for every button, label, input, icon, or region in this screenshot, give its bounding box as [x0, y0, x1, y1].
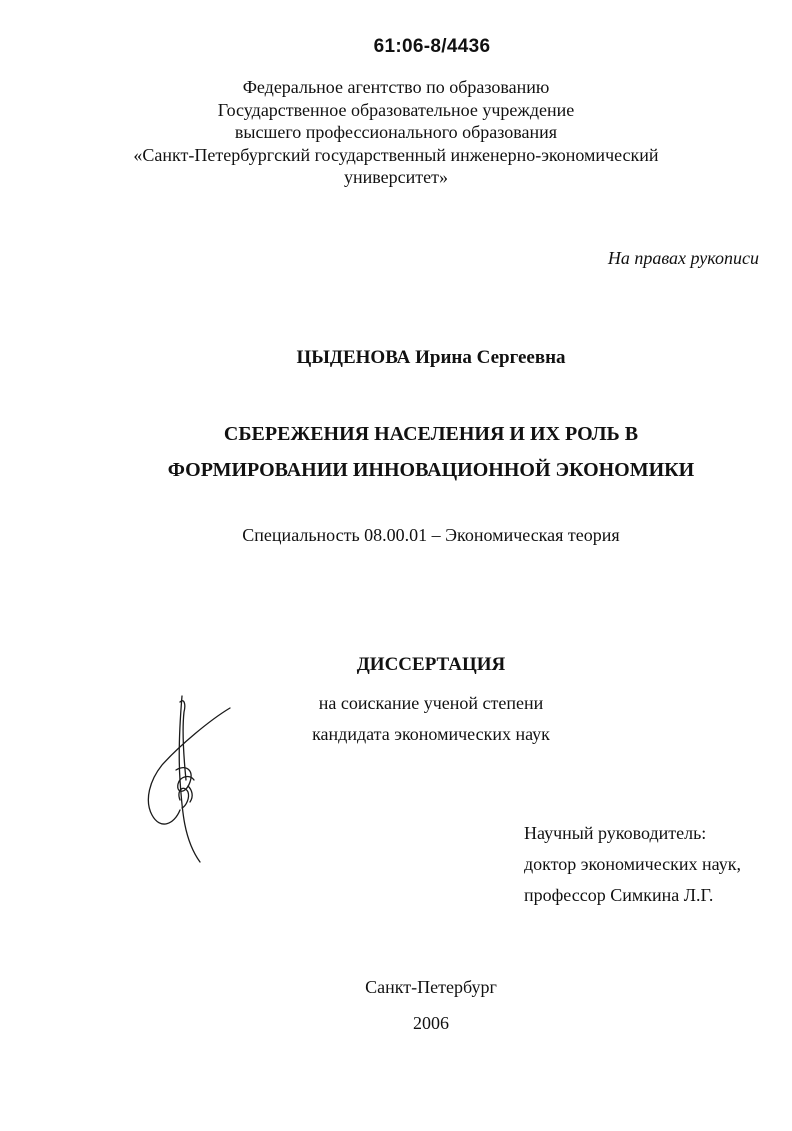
- handwritten-signature-icon: [140, 690, 240, 870]
- degree-line: на соискание ученой степени: [318, 693, 544, 713]
- institution-header: [0, 76, 792, 189]
- city-text: Санкт-Петербург: [365, 977, 497, 997]
- dissertation-heading-text: ДИССЕРТАЦИЯ: [356, 654, 506, 675]
- header-line: Государственное образовательное учреждение: [217, 99, 575, 120]
- specialty-text: Специальность 08.00.01 – Экономическая теория: [242, 525, 620, 545]
- degree-line: кандидата экономических наук: [312, 724, 550, 744]
- author-name: [0, 347, 792, 369]
- stamp-text: 61:06-8/4436: [373, 36, 491, 57]
- supervisor-line: профессор Симкина Л.Г.: [524, 885, 714, 905]
- year-text: 2006: [413, 1013, 449, 1033]
- dissertation-title: [0, 416, 792, 488]
- author-name-text: ЦЫДЕНОВА Ирина Сергеевна: [296, 347, 566, 368]
- year: [0, 1013, 792, 1034]
- header-line: университет»: [344, 167, 448, 187]
- city: [0, 977, 792, 998]
- header-line: Федеральное агентство по образованию: [242, 77, 550, 97]
- supervisor-line: доктор экономических наук,: [524, 854, 741, 874]
- manuscript-rights-note: На правах рукописи: [607, 248, 759, 268]
- supervisor-line: Научный руководитель:: [524, 823, 707, 843]
- title-line: ФОРМИРОВАНИИ ИННОВАЦИОННОЙ ЭКОНОМИКИ: [167, 459, 695, 481]
- dissertation-heading: [0, 654, 792, 676]
- library-stamp-code: [0, 36, 792, 58]
- degree-description: [0, 688, 792, 750]
- title-line: СБЕРЕЖЕНИЯ НАСЕЛЕНИЯ И ИХ РОЛЬ В: [223, 423, 639, 445]
- header-line: высшего профессионального образования: [234, 122, 558, 142]
- scientific-supervisor: [524, 818, 741, 911]
- header-line: «Санкт-Петербургский государственный инженерно-экономический: [133, 144, 659, 165]
- specialty-line: [0, 525, 792, 546]
